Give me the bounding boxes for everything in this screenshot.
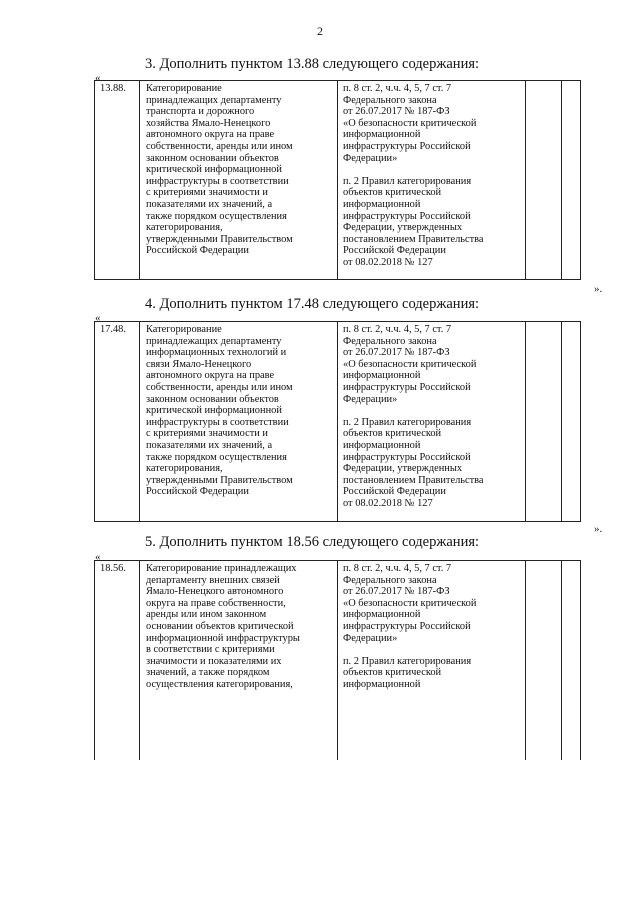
row-legal-basis: п. 8 ст. 2, ч.ч. 4, 5, 7 ст. 7 Федерального закона от 26.07.2017 № 187-ФЗ «О безопасности критической информационной инфраструктуры Российской Федерации» п. 2 Правил категорирования объектов критической информационной <box>343 563 477 690</box>
column-divider <box>139 322 140 521</box>
column-divider <box>139 81 140 279</box>
row-number: 13.88. <box>100 83 126 94</box>
column-divider <box>525 322 526 521</box>
section-heading: 5. Дополнить пунктом 18.56 следующего содержания: <box>145 534 480 550</box>
column-divider <box>139 561 140 760</box>
column-divider <box>525 561 526 760</box>
column-divider <box>561 322 562 521</box>
page-number: 2 <box>317 24 323 38</box>
column-divider <box>337 561 338 760</box>
row-legal-basis: п. 8 ст. 2, ч.ч. 4, 5, 7 ст. 7 Федерального закона от 26.07.2017 № 187-ФЗ «О безопасности критической информационной инфраструктуры Российской Федерации» п. 2 Правил категорирования объектов критической информационной инфраструктуры Российской Федерации, утвержденных постановлением Правительства Российской Федерации от 08.02.2018 № 127 <box>343 324 484 509</box>
column-divider <box>561 81 562 279</box>
table-section-3 <box>94 80 581 280</box>
table-section-5 <box>94 560 581 760</box>
table-section-4 <box>94 321 581 522</box>
column-divider <box>337 322 338 521</box>
opening-quote: « <box>95 312 101 324</box>
row-description: Категорирование принадлежащих департаменту транспорта и дорожного хозяйства Ямало-Ненецкого автономного округа на праве собственности, аренды или ином законном основании объектов критической информационной инфраструктуры в соответствии с критериями значимости и показателями их значений, а также порядком осуществления категорирования, утвержденными Правительством Российской Федерации <box>146 83 293 257</box>
closing-quote: ». <box>594 523 603 535</box>
column-divider <box>525 81 526 279</box>
opening-quote: « <box>95 551 101 563</box>
column-divider <box>561 561 562 760</box>
section-heading: 3. Дополнить пунктом 13.88 следующего содержания: <box>145 56 480 72</box>
section-heading: 4. Дополнить пунктом 17.48 следующего содержания: <box>145 296 480 312</box>
row-description: Категорирование принадлежащих департаменту информационных технологий и связи Ямало-Ненецкого автономного округа на праве собственности, аренды или ином законном основании объектов критической информационной инфраструктуры в соответствии с критериями значимости и показателями их значений, а также порядком осуществления категорирования, утвержденными Правительством Российской Федерации <box>146 324 293 498</box>
closing-quote: ». <box>594 283 603 295</box>
column-divider <box>337 81 338 279</box>
opening-quote: « <box>95 72 101 84</box>
row-number: 18.56. <box>100 563 126 574</box>
row-description: Категорирование принадлежащих департаменту внешних связей Ямало-Ненецкого автономного округа на праве собственности, аренды или ином законном основании объектов критической информационной инфраструктуры в соответствии с критериями значимости и показателями их значений, а также порядком осуществления категорирования, <box>146 563 300 690</box>
row-legal-basis: п. 8 ст. 2, ч.ч. 4, 5, 7 ст. 7 Федерального закона от 26.07.2017 № 187-ФЗ «О безопасности критической информационной инфраструктуры Российской Федерации» п. 2 Правил категорирования объектов критической информационной инфраструктуры Российской Федерации, утвержденных постановлением Правительства Российской Федерации от 08.02.2018 № 127 <box>343 83 484 268</box>
row-number: 17.48. <box>100 324 126 335</box>
